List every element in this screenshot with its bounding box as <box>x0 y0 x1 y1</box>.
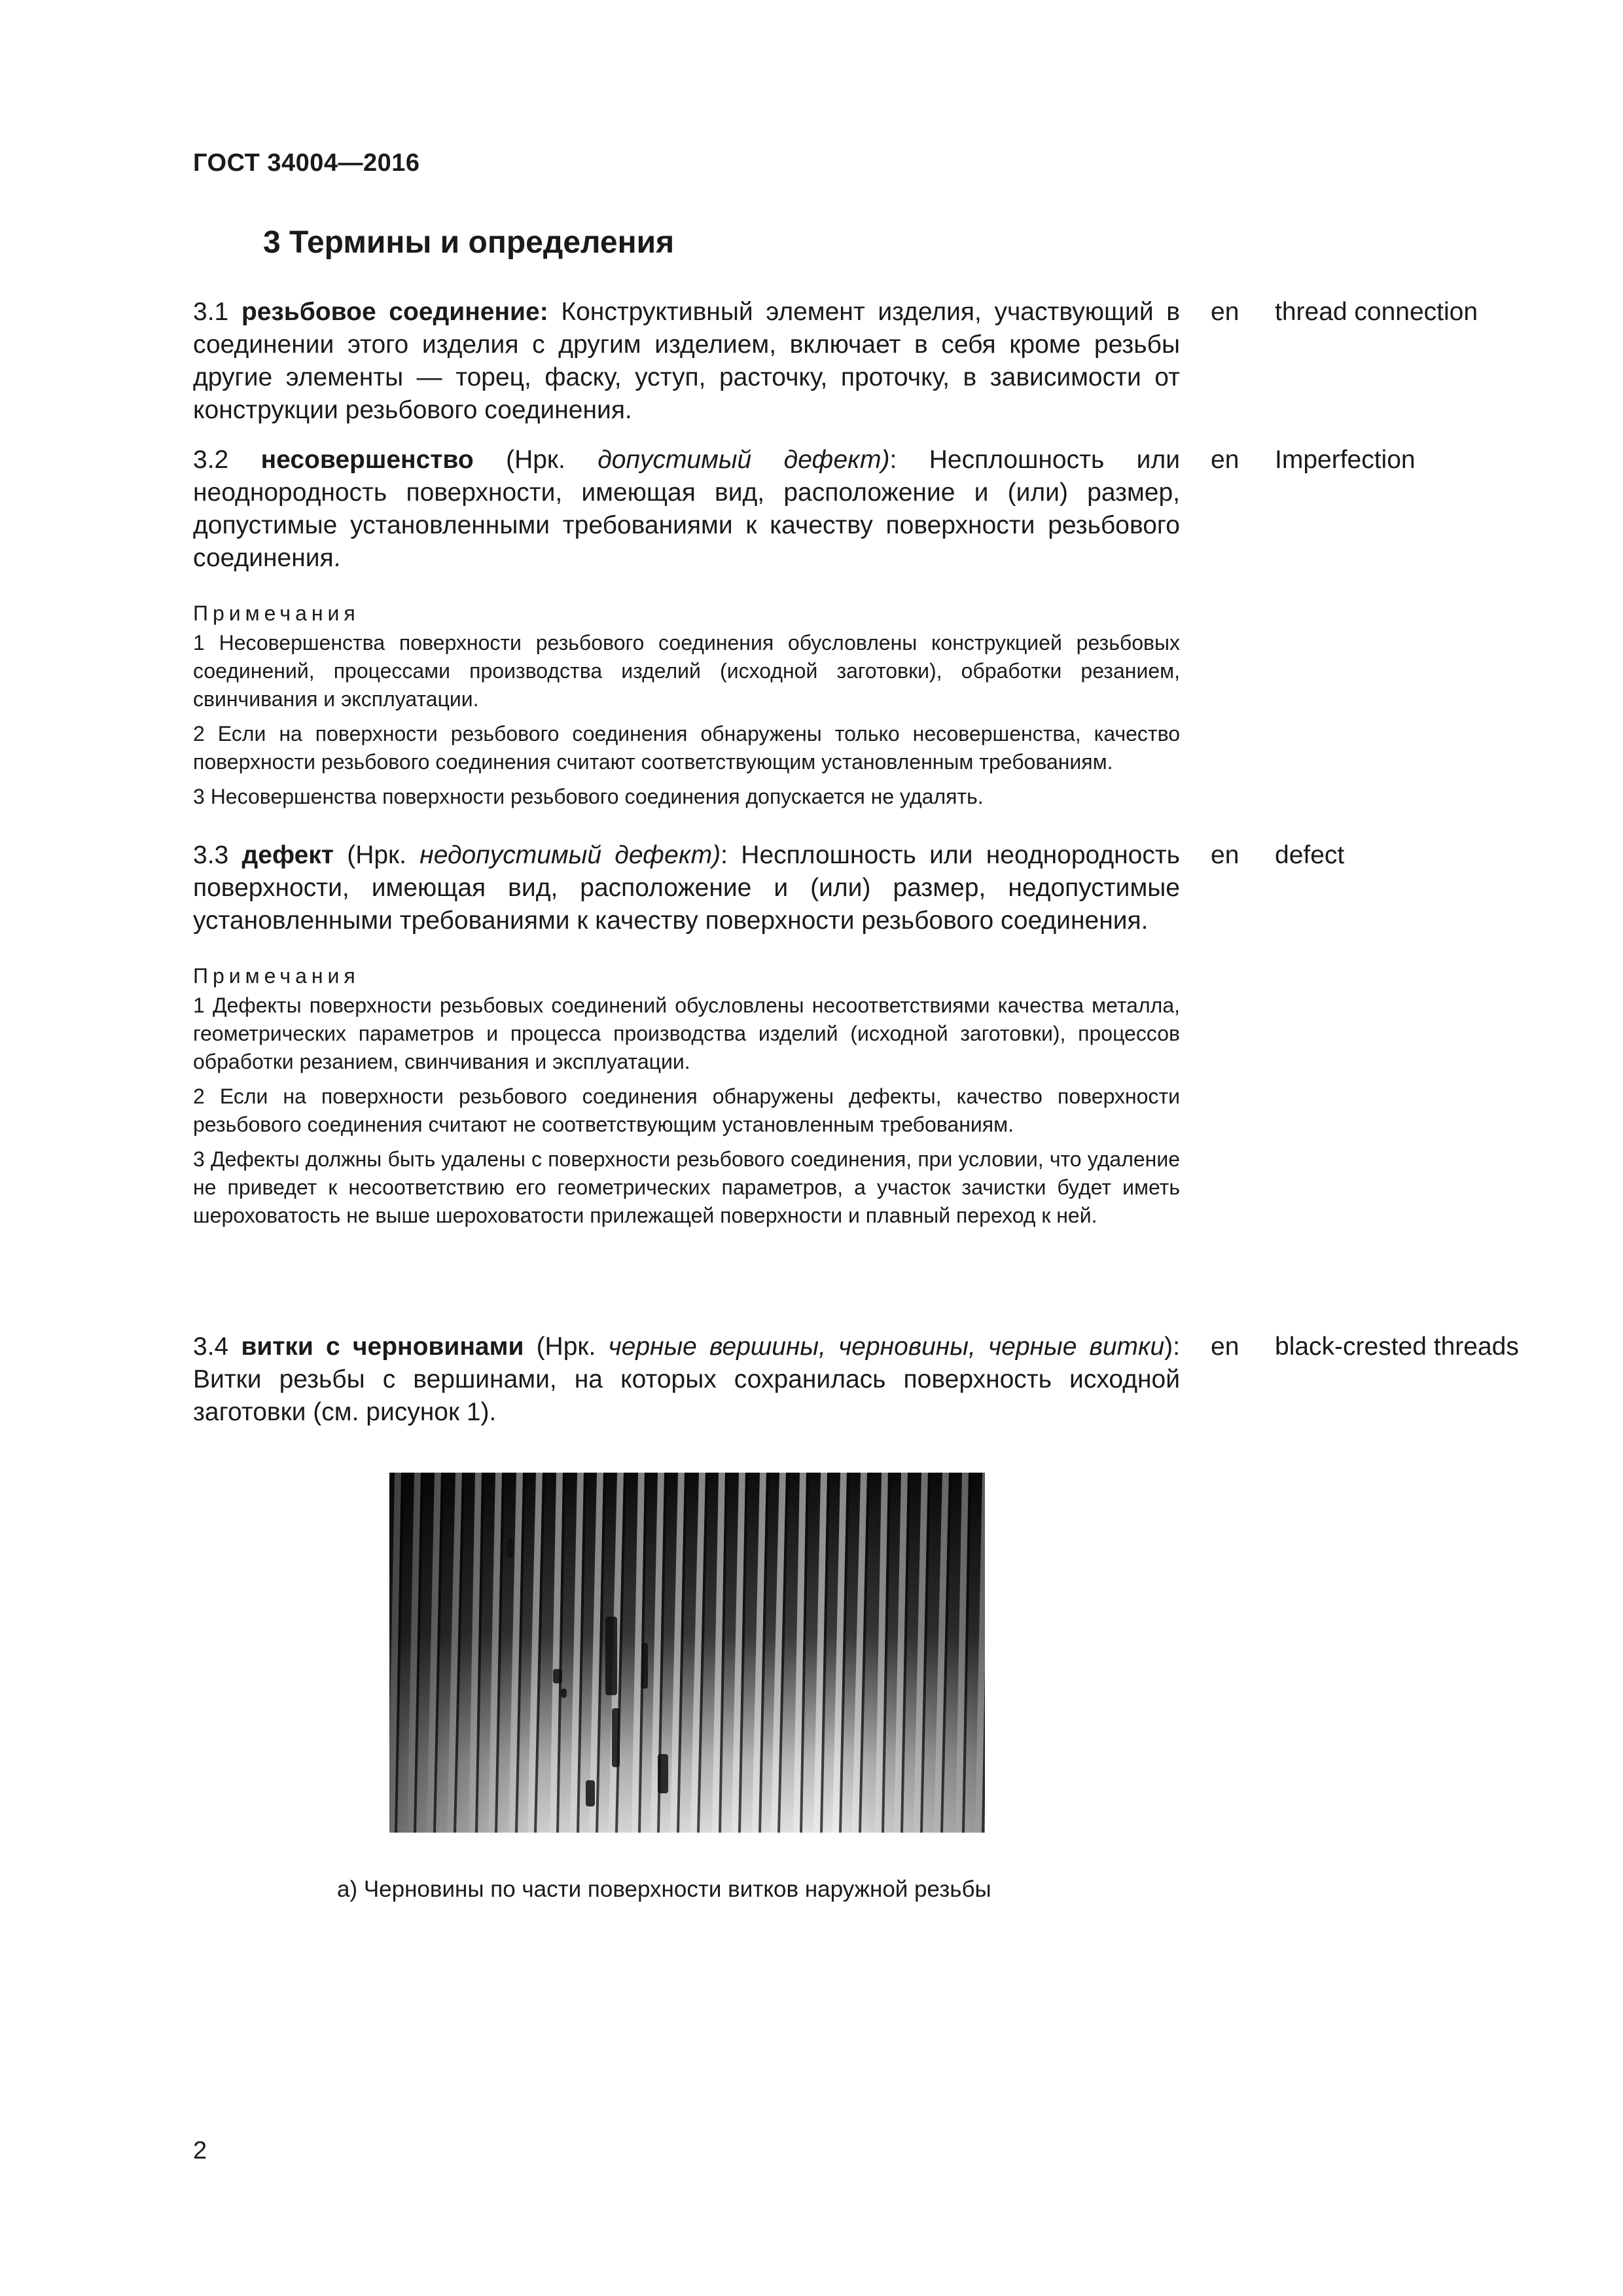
term-body <box>193 839 1180 937</box>
figure-caption: а) Черновины по части поверхности витков наружной резьбы <box>337 1876 991 1902</box>
note-item: 1 Несовершенства поверхности резьбового соединения обусловлены конструкцией резьбовых соединений, процессами производства изделий (исходной заготовки), обработки резанием, свинчивания и эксплуатации. <box>193 631 1180 711</box>
black-crest-patch <box>605 1617 617 1695</box>
black-crest-patch <box>561 1689 567 1698</box>
term-name: резьбовое соединение: <box>241 298 548 326</box>
term-entry-3-4 <box>193 1331 1180 1429</box>
page-number: 2 <box>193 2137 207 2164</box>
deprecated-term: недопустимый дефект) <box>419 841 721 869</box>
note-item: 2 Если на поверхности резьбового соединения обнаружены только несовершенства, качество поверхности резьбового соединения считают соответствующим установленным требованиям. <box>193 722 1180 774</box>
deprecated-prefix: (Нрк. <box>347 841 406 869</box>
black-crest-patch <box>553 1669 562 1683</box>
term-english-equivalent: thread connection <box>1275 298 1478 326</box>
term-definition: : Несплошность или неоднородность поверхности, имеющая вид, расположение и (или) размер, недопустимые установленными требованиями к качеству поверхности резьбового соединения. <box>193 841 1181 935</box>
note-item: 3 Дефекты должны быть удалены с поверхности резьбового соединения, при условии, что удаление не приведет к несоответствию его геометрических параметров, а участок зачистки будет иметь шероховатость не выше шероховатости прилежащей поверхности и плавный переход к ней. <box>193 1147 1180 1227</box>
term-name: несовершенство <box>260 446 474 474</box>
note-item: 3 Несовершенства поверхности резьбового соединения допускается не удалять. <box>193 785 984 808</box>
deprecated-term: черные вершины, черновины, черные витки <box>608 1333 1165 1361</box>
term-number: 3.1 <box>193 298 229 326</box>
term-body <box>193 444 1180 575</box>
black-crest-patch <box>507 1538 514 1558</box>
term-number: 3.2 <box>193 446 229 474</box>
black-crest-patch <box>641 1643 648 1689</box>
term-english-equivalent: defect <box>1275 841 1345 869</box>
term-lang-code: en <box>1211 841 1240 869</box>
term-name: дефект <box>241 841 334 869</box>
note-item: 2 Если на поверхности резьбового соединения обнаружены дефекты, качество поверхности резьбового соединения считают не соответствующим установленным требованиям. <box>193 1085 1180 1136</box>
term-english-equivalent: Imperfection <box>1275 446 1416 474</box>
term-english-equivalent: black-crested threads <box>1275 1333 1519 1361</box>
thread-photo <box>389 1473 985 1833</box>
deprecated-term: допустимый дефект) <box>597 446 890 474</box>
term-definition: ): Витки резьбы с вершинами, на которых сохранилась поверхность исходной заготовки (см. рисунок 1). <box>193 1333 1180 1426</box>
term-lang-code: en <box>1211 446 1240 474</box>
black-crest-patch <box>612 1708 620 1767</box>
note-item: 1 Дефекты поверхности резьбовых соединений обусловлены несоответствиями качества металла, геометрических параметров и процесса производства изделий (исходной заготовки), процессов обработки резанием, свинчивания и эксплуатации. <box>193 994 1180 1073</box>
term-entry-3-3 <box>193 839 1180 1236</box>
black-crest-patch <box>658 1754 668 1793</box>
black-crest-patch <box>586 1780 595 1806</box>
deprecated-prefix: (Нрк. <box>506 446 565 474</box>
term-number: 3.3 <box>193 841 229 869</box>
term-definition: : Несплошность или неоднородность поверхности, имеющая вид, расположение и (или) размер, допустимые установленными требованиями к качеству поверхности резьбового соединения. <box>193 446 1181 572</box>
document-header: ГОСТ 34004—2016 <box>193 149 420 177</box>
term-number: 3.4 <box>193 1333 229 1361</box>
term-lang-code: en <box>1211 298 1240 326</box>
term-entry-3-1 <box>193 296 1180 427</box>
term-name: витки с черновинами <box>241 1333 524 1361</box>
deprecated-prefix: (Нрк. <box>536 1333 596 1361</box>
notes-title: Примечания <box>193 964 360 988</box>
term-lang-code: en <box>1211 1333 1240 1361</box>
term-definition: Конструктивный элемент изделия, участвующий в соединении этого изделия с другим изделием, включает в себя кроме резьбы другие элементы — торец, фаску, уступ, расточку, проточку, в зависимости от конструкции резьбового соединения. <box>193 298 1180 424</box>
term-entry-3-2 <box>193 444 1180 817</box>
notes-title: Примечания <box>193 601 360 625</box>
thread-photo-figure <box>389 1473 985 1833</box>
section-title: 3 Термины и определения <box>263 225 675 260</box>
